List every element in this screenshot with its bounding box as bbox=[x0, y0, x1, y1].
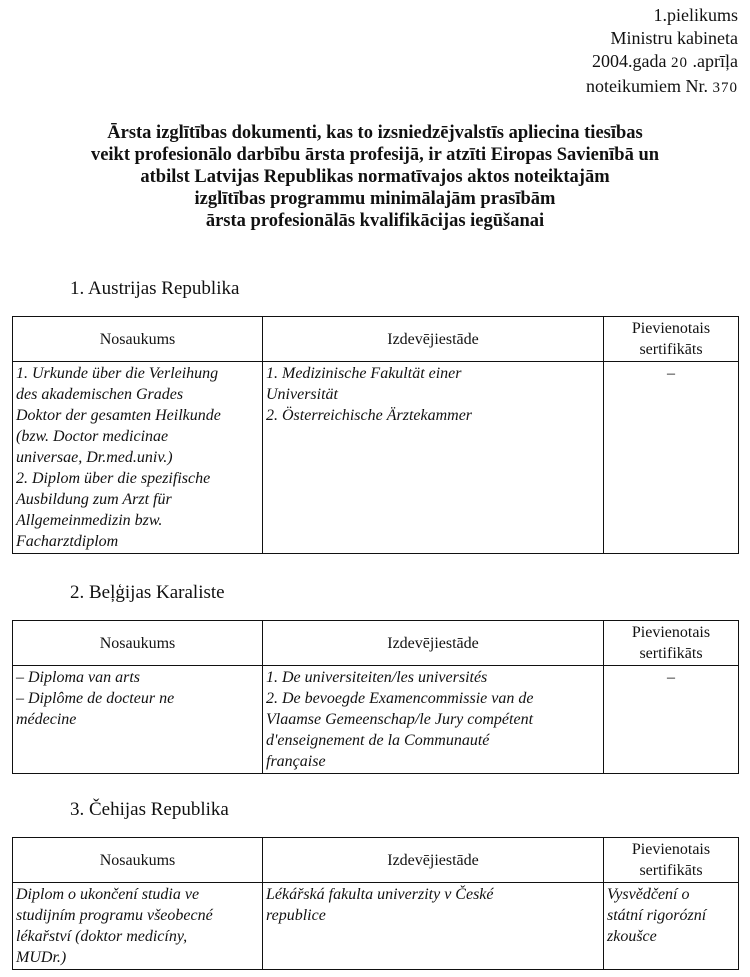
section-heading-czechia: 3. Čehijas Republika bbox=[70, 799, 229, 820]
certificate-line: Vysvědčení o bbox=[607, 886, 690, 903]
certificate-line: zkoušce bbox=[607, 928, 657, 945]
table-row bbox=[13, 362, 739, 554]
cell-certificate bbox=[604, 666, 739, 774]
table-header-row bbox=[13, 621, 739, 666]
section-heading-belgium: 2. Beļģijas Karaliste bbox=[70, 582, 225, 603]
cell-certificate bbox=[604, 883, 739, 970]
name-line: Ausbildung zum Arzt für bbox=[16, 491, 172, 508]
title-line-3: atbilst Latvijas Republikas normatīvajos aktos noteiktajām bbox=[140, 167, 610, 187]
title-line-4: izglītības programmu minimālajām prasībām bbox=[194, 189, 556, 209]
header-certificate-line-1: Pievienotais bbox=[631, 841, 711, 858]
header-name: Nosaukums bbox=[13, 838, 263, 883]
annex-line-1: 1.pielikums bbox=[653, 5, 738, 25]
header-name: Nosaukums bbox=[13, 621, 263, 666]
header-certificate-line-2: sertifikāts bbox=[639, 862, 703, 879]
title-line-1: Ārsta izglītības dokumenti, kas to izsniedzējvalstīs apliecina tiesības bbox=[107, 123, 643, 143]
title-line-5: ārsta profesionālās kvalifikācijas iegūšanai bbox=[205, 211, 545, 231]
issuer-line: 1. Medizinische Fakultät einer bbox=[266, 365, 462, 382]
name-line: studijním programu všeobecné bbox=[16, 907, 213, 924]
annex-line-2: Ministru kabineta bbox=[610, 28, 738, 48]
cell-issuer bbox=[263, 362, 604, 554]
header-certificate-line-1: Pievienotais bbox=[631, 624, 711, 641]
cell-issuer bbox=[263, 883, 604, 970]
cell-name bbox=[13, 362, 263, 554]
annex-regulation-prefix: noteikumiem Nr. bbox=[586, 76, 708, 96]
certificate-line: státní rigorózní bbox=[607, 907, 707, 924]
name-line: 2. Diplom über die spezifische bbox=[16, 470, 211, 487]
name-line: Allgemeinmedizin bzw. bbox=[16, 512, 163, 529]
name-line: Facharztdiplom bbox=[16, 533, 119, 550]
issuer-line: française bbox=[266, 753, 326, 770]
cell-name bbox=[13, 883, 263, 970]
table-header-row bbox=[13, 838, 739, 883]
issuer-line: Lékářská fakulta univerzity v České bbox=[266, 886, 494, 903]
header-name: Nosaukums bbox=[13, 317, 263, 362]
cell-certificate bbox=[604, 362, 739, 554]
issuer-line: 1. De universiteiten/les universités bbox=[266, 669, 488, 686]
name-line: – Diploma van arts bbox=[16, 669, 140, 686]
header-certificate-line-1: Pievienotais bbox=[631, 320, 711, 337]
issuer-line: republice bbox=[266, 907, 326, 924]
table-austria bbox=[12, 316, 739, 554]
name-line: 1. Urkunde über die Verleihung bbox=[16, 365, 219, 382]
issuer-line: 2. De bevoegde Examencommissie van de bbox=[266, 690, 534, 707]
section-heading-austria: 1. Austrijas Republika bbox=[70, 278, 240, 299]
annex-date-suffix: .aprīļa bbox=[692, 51, 738, 71]
name-line: lékařství (doktor medicíny, bbox=[16, 928, 188, 945]
certificate-none: – bbox=[667, 669, 675, 686]
issuer-line: Vlaamse Gemeenschap/le Jury compétent bbox=[266, 711, 534, 728]
annex-date-day: 20 bbox=[671, 55, 689, 71]
name-line: (bzw. Doctor medicinae bbox=[16, 428, 169, 445]
annex-regulation-number: 370 bbox=[712, 80, 738, 96]
issuer-line: d'enseignement de la Communauté bbox=[266, 732, 490, 749]
header-certificate bbox=[604, 317, 739, 362]
issuer-line: Universität bbox=[266, 386, 338, 403]
annex-reference bbox=[586, 4, 738, 100]
cell-name bbox=[13, 666, 263, 774]
header-issuer: Izdevējiestāde bbox=[263, 838, 604, 883]
header-certificate-line-2: sertifikāts bbox=[639, 341, 703, 358]
header-issuer: Izdevējiestāde bbox=[263, 317, 604, 362]
annex-line-4 bbox=[586, 75, 738, 100]
table-row bbox=[13, 666, 739, 774]
name-line: des akademischen Grades bbox=[16, 386, 184, 403]
header-certificate bbox=[604, 621, 739, 666]
table-header-row bbox=[13, 317, 739, 362]
name-line: Diplom o ukončení studia ve bbox=[16, 886, 200, 903]
name-line: universae, Dr.med.univ.) bbox=[16, 449, 173, 466]
annex-line-3 bbox=[586, 50, 738, 75]
header-certificate bbox=[604, 838, 739, 883]
table-row bbox=[13, 883, 739, 970]
issuer-line: 2. Österreichische Ärztekammer bbox=[266, 407, 473, 424]
table-belgium bbox=[12, 620, 739, 774]
name-line: – Diplôme de docteur ne bbox=[16, 690, 175, 707]
annex-date-prefix: 2004.gada bbox=[592, 51, 667, 71]
certificate-none: – bbox=[667, 365, 675, 382]
header-certificate-line-2: sertifikāts bbox=[639, 645, 703, 662]
title-line-2: veikt profesionālo darbību ārsta profesijā, ir atzīti Eiropas Savienībā un bbox=[90, 145, 660, 165]
table-czechia bbox=[12, 837, 739, 970]
name-line: médecine bbox=[16, 711, 77, 728]
name-line: MUDr.) bbox=[16, 949, 67, 966]
cell-issuer bbox=[263, 666, 604, 774]
name-line: Doktor der gesamten Heilkunde bbox=[16, 407, 221, 424]
header-issuer: Izdevējiestāde bbox=[263, 621, 604, 666]
document-title bbox=[10, 122, 740, 232]
